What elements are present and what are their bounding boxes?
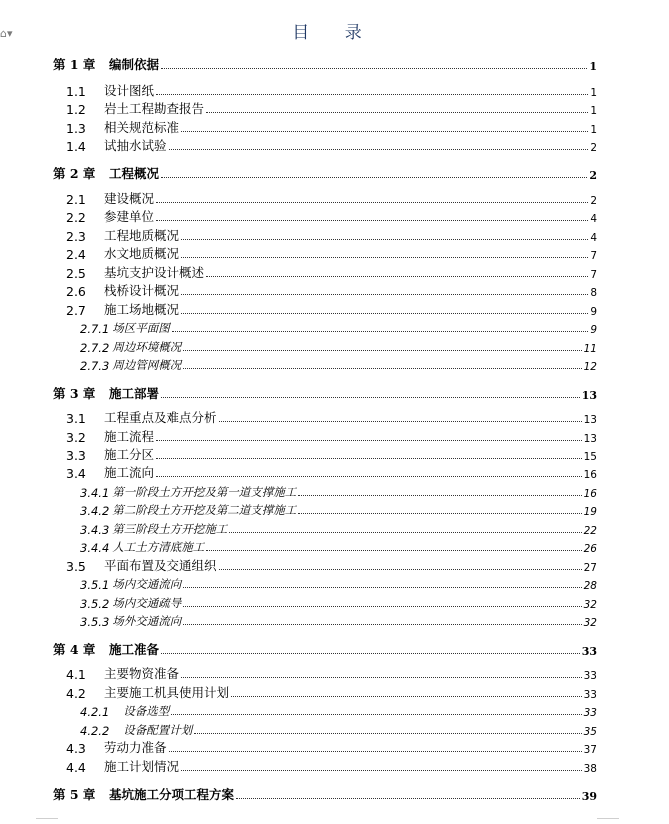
toc-entry-label [53, 189, 154, 207]
toc-entry-第5章[interactable] [53, 785, 597, 803]
toc-entry-title: 试抽水试验 [104, 138, 167, 153]
toc-entry-label [53, 357, 181, 373]
toc-entry-3-4-3[interactable] [53, 519, 597, 537]
toc-entry-page-number: 32 [583, 599, 597, 611]
toc-entry-page-number: 9 [590, 306, 597, 318]
toc-entry-number: 2.5 [66, 266, 86, 281]
toc-entry-label [53, 703, 169, 719]
dot-leader [172, 331, 589, 332]
dot-leader [161, 177, 587, 178]
toc-entry-2-2[interactable] [53, 207, 597, 225]
toc-entry-title: 设计图纸 [104, 83, 155, 98]
toc-entry-label [53, 445, 154, 463]
toc-entry-3-3[interactable] [53, 445, 597, 463]
toc-entry-3-4-4[interactable] [53, 537, 597, 555]
toc-entry-page-number: 27 [583, 562, 597, 574]
toc-entry-page-number: 13 [583, 414, 597, 426]
dot-leader [156, 458, 582, 459]
toc-entry-page-number: 32 [583, 617, 597, 629]
toc-entry-label [53, 785, 234, 803]
toc-entry-title: 劳动力准备 [104, 740, 167, 755]
toc-entry-3-4[interactable] [53, 463, 597, 481]
dot-leader [181, 770, 582, 771]
toc-entry-page-number: 7 [590, 250, 597, 262]
toc-entry-label [53, 427, 154, 445]
dot-leader [156, 94, 588, 95]
toc-entry-label [53, 556, 217, 574]
toc-entry-label [53, 226, 179, 244]
dot-leader [236, 798, 580, 799]
toc-entry-4-2[interactable] [53, 683, 597, 701]
toc-entry-label [53, 664, 179, 682]
dot-leader [156, 440, 582, 441]
toc-entry-label [53, 384, 159, 402]
toc-entry-label [53, 722, 192, 738]
toc-entry-number: 第 5 章 [53, 787, 96, 802]
dot-leader [206, 112, 588, 113]
toc-entry-label [53, 320, 170, 336]
toc-entry-page-number: 11 [583, 343, 597, 355]
toc-entry-title: 施工流程 [104, 429, 155, 444]
toc-entry-label [53, 613, 181, 629]
toc-entry-title: 周边环境概况 [112, 340, 182, 354]
toc-entry-3-4-2[interactable] [53, 500, 597, 518]
toc-entry-number: 4.1 [66, 667, 86, 682]
toc-entry-label [53, 408, 217, 426]
page-margin-mark [597, 818, 619, 819]
toc-entry-number: 2.3 [66, 229, 86, 244]
dot-leader [206, 550, 581, 551]
toc-entry-2-7-3[interactable] [53, 355, 597, 373]
dot-leader [161, 397, 580, 398]
dot-leader [156, 476, 582, 477]
toc-entry-2-7-1[interactable] [53, 318, 597, 336]
toc-entry-第3章[interactable] [53, 384, 597, 402]
toc-entry-number: 3.5.1 [80, 578, 110, 592]
toc-entry-title: 水文地质概况 [104, 246, 180, 261]
dot-leader [298, 495, 581, 496]
toc-entry-label [53, 263, 204, 281]
toc-entry-label [53, 576, 181, 592]
toc-entry-title: 工程概况 [109, 166, 160, 181]
toc-entry-4-2-1[interactable] [53, 701, 597, 719]
toc-entry-number: 4.3 [66, 741, 86, 756]
toc-entry-label [53, 136, 167, 154]
toc-entry-1-1[interactable] [53, 81, 597, 99]
dot-leader [219, 421, 582, 422]
toc-entry-3-5-1[interactable] [53, 574, 597, 592]
toc-entry-page-number: 1 [590, 87, 597, 99]
toc-entry-2-4[interactable] [53, 244, 597, 262]
dot-leader [183, 350, 581, 351]
toc-entry-第2章[interactable] [53, 164, 597, 182]
toc-entry-3-5[interactable] [53, 556, 597, 574]
dot-leader [181, 239, 588, 240]
toc-entry-title: 建设概况 [104, 191, 155, 206]
toc-entry-number: 3.5.3 [80, 615, 110, 629]
toc-entry-title: 施工分区 [104, 447, 155, 462]
toc-entry-label [53, 281, 179, 299]
toc-entry-number: 3.1 [66, 411, 86, 426]
toc-entry-title: 场外交通流向 [112, 614, 182, 628]
toc-entry-number: 4.4 [66, 760, 86, 775]
toc-entry-page-number: 1 [590, 124, 597, 136]
toc-entry-title: 设备配置计划 [123, 723, 193, 737]
toc-entry-page-number: 2 [589, 169, 597, 182]
dot-leader [169, 751, 582, 752]
toc-entry-title: 工程重点及难点分析 [104, 410, 217, 425]
dot-leader [181, 313, 588, 314]
toc-entry-number: 4.2.2 [80, 724, 110, 738]
toc-entry-3-5-3[interactable] [53, 611, 597, 629]
toc-entry-3-1[interactable] [53, 408, 597, 426]
toc-entry-3-4-1[interactable] [53, 482, 597, 500]
toc-entry-title: 主要施工机具使用计划 [104, 685, 230, 700]
toc-entry-title: 平面布置及交通组织 [104, 558, 217, 573]
toc-entry-title: 场区平面图 [112, 321, 170, 335]
dot-leader [298, 513, 581, 514]
toc-entry-page-number: 35 [583, 726, 597, 738]
toc-entry-label [53, 99, 204, 117]
toc-entry-label [53, 595, 181, 611]
toc-entry-1-3[interactable] [53, 118, 597, 136]
toc-entry-label [53, 300, 179, 318]
toc-entry-title: 施工计划情况 [104, 759, 180, 774]
toc-entry-page-number: 15 [583, 451, 597, 463]
toc-entry-page-number: 19 [583, 506, 597, 518]
toc-entry-title: 第一阶段土方开挖及第一道支撑施工 [112, 485, 297, 499]
toc-entry-number: 第 1 章 [53, 57, 96, 72]
toc-entry-page-number: 13 [583, 433, 597, 445]
toc-entry-label [53, 164, 159, 182]
dot-leader [181, 677, 582, 678]
toc-entry-number: 2.4 [66, 247, 86, 262]
toc-entry-2-7-2[interactable] [53, 337, 597, 355]
toc-entry-label [53, 640, 159, 658]
dot-leader [156, 202, 588, 203]
toc-entry-page-number: 12 [583, 361, 597, 373]
toc-entry-label [53, 463, 154, 481]
toc-entry-1-2[interactable] [53, 99, 597, 117]
toc-entry-title: 工程地质概况 [104, 228, 180, 243]
toc-entry-3-5-2[interactable] [53, 593, 597, 611]
toc-entry-number: 1.4 [66, 139, 86, 154]
toc-entry-title: 设备选型 [123, 704, 170, 718]
toc-entry-label [53, 207, 154, 225]
toc-entry-label [53, 339, 181, 355]
dot-leader [183, 587, 581, 588]
page-margin-mark [36, 818, 58, 819]
toc-entry-title: 场内交通流向 [112, 577, 182, 591]
toc-entry-page-number: 38 [583, 763, 597, 775]
toc-entry-page-number: 33 [581, 645, 597, 658]
toc-entry-number: 2.7.3 [80, 359, 110, 373]
toc-entry-title: 施工流向 [104, 465, 155, 480]
toc-entry-number: 3.5 [66, 559, 86, 574]
toc-entry-page-number: 26 [583, 543, 597, 555]
toc-entry-title: 编制依据 [109, 57, 160, 72]
toc-entry-title: 施工准备 [109, 642, 160, 657]
dot-leader [181, 257, 588, 258]
toc-entry-1-4[interactable] [53, 136, 597, 154]
toc-entry-number: 3.4 [66, 466, 86, 481]
toc-entry-number: 3.4.3 [80, 523, 110, 537]
toc-entry-number: 4.2.1 [80, 705, 110, 719]
page-title: 目 录 [292, 23, 377, 43]
dot-leader [171, 714, 581, 715]
toc-entry-number: 3.5.2 [80, 597, 110, 611]
toc-entry-4-2-2[interactable] [53, 720, 597, 738]
toc-entry-page-number: 28 [583, 580, 597, 592]
toc-entry-label [53, 484, 296, 500]
toc-entry-2-1[interactable] [53, 189, 597, 207]
toc-entry-page-number: 22 [583, 525, 597, 537]
toc-entry-title: 周边管网概况 [112, 358, 182, 372]
dot-leader [156, 220, 588, 221]
toc-entry-page-number: 16 [583, 469, 597, 481]
toc-entry-title: 人工土方清底施工 [112, 540, 205, 554]
dot-leader [183, 624, 581, 625]
dot-leader [183, 606, 581, 607]
toc-entry-2-5[interactable] [53, 263, 597, 281]
toc-entry-第1章[interactable] [53, 55, 597, 73]
toc-entry-number: 1.1 [66, 84, 86, 99]
toc-entry-label [53, 55, 159, 73]
toc-entry-2-3[interactable] [53, 226, 597, 244]
toc-entry-label [53, 738, 167, 756]
toc-entry-page-number: 16 [583, 488, 597, 500]
toc-entry-page-number: 2 [590, 195, 597, 207]
toc-entry-number: 3.4.1 [80, 486, 110, 500]
toc-entry-title: 场内交通疏导 [112, 596, 182, 610]
toc-entry-label [53, 244, 179, 262]
toc-entry-page-number: 1 [590, 105, 597, 117]
toc-entry-number: 2.2 [66, 210, 86, 225]
dot-leader [181, 131, 588, 132]
toc-entry-number: 第 2 章 [53, 166, 96, 181]
toc-entry-page-number: 7 [590, 269, 597, 281]
toc-entry-title: 第三阶段土方开挖施工 [112, 522, 228, 536]
toc-entry-title: 栈桥设计概况 [104, 283, 180, 298]
toc-entry-4-3[interactable] [53, 738, 597, 756]
toc-entry-label [53, 683, 229, 701]
toc-entry-title: 岩土工程勘查报告 [104, 101, 205, 116]
toc-entry-label [53, 81, 154, 99]
toc-entry-3-2[interactable] [53, 427, 597, 445]
toc-entry-number: 2.7.1 [80, 322, 110, 336]
dot-leader [161, 68, 587, 69]
toc-entry-2-6[interactable] [53, 281, 597, 299]
toc-entry-label [53, 118, 179, 136]
toc-entry-number: 1.3 [66, 121, 86, 136]
dot-leader [169, 149, 589, 150]
toc-entry-number: 第 3 章 [53, 386, 96, 401]
dot-leader [229, 532, 581, 533]
dot-leader [161, 653, 580, 654]
toc-entry-number: 3.3 [66, 448, 86, 463]
toc-entry-title: 第二阶段土方开挖及第二道支撑施工 [112, 503, 297, 517]
toc-entry-number: 第 4 章 [53, 642, 96, 657]
toc-entry-title: 施工场地概况 [104, 302, 180, 317]
dot-leader [183, 368, 581, 369]
toc-entry-page-number: 2 [590, 142, 597, 154]
toc-entry-number: 2.7 [66, 303, 86, 318]
toc-entry-number: 2.1 [66, 192, 86, 207]
toc-entry-label [53, 521, 227, 537]
toc-entry-page-number: 8 [590, 287, 597, 299]
toc-entry-title: 施工部署 [109, 386, 160, 401]
toc-entry-number: 4.2 [66, 686, 86, 701]
toc-entry-page-number: 33 [583, 689, 597, 701]
toc-entry-title: 基坑支护设计概述 [104, 265, 205, 280]
toc-entry-number: 2.6 [66, 284, 86, 299]
toc-entry-page-number: 13 [581, 389, 597, 402]
toc-entry-title: 参建单位 [104, 209, 155, 224]
dot-leader [206, 276, 588, 277]
toc-entry-第4章[interactable] [53, 640, 597, 658]
dot-leader [181, 294, 588, 295]
toc-entry-label [53, 757, 179, 775]
toc-entry-title: 主要物资准备 [104, 666, 180, 681]
toc-entry-4-1[interactable] [53, 664, 597, 682]
dot-leader [219, 569, 582, 570]
toc-entry-page-number: 33 [583, 707, 597, 719]
toc-entry-title: 相关规范标准 [104, 120, 180, 135]
toc-entry-number: 2.7.2 [80, 341, 110, 355]
toc-entry-number: 3.4.4 [80, 541, 110, 555]
toc-entry-number: 3.2 [66, 430, 86, 445]
toc-entry-number: 1.2 [66, 102, 86, 117]
dot-leader [231, 696, 582, 697]
toc-entry-title: 基坑施工分项工程方案 [109, 787, 235, 802]
toc-entry-page-number: 4 [590, 213, 597, 225]
ruler-tab-marker-icon: ⌂▾ [0, 27, 13, 40]
toc-entry-2-7[interactable] [53, 300, 597, 318]
dot-leader [194, 733, 581, 734]
toc-entry-page-number: 37 [583, 744, 597, 756]
toc-entry-page-number: 9 [590, 324, 597, 336]
toc-entry-label [53, 502, 296, 518]
toc-entry-page-number: 33 [583, 670, 597, 682]
toc-entry-number: 3.4.2 [80, 504, 110, 518]
toc-entry-page-number: 4 [590, 232, 597, 244]
toc-entry-page-number: 1 [589, 60, 597, 73]
toc-entry-label [53, 539, 204, 555]
toc-entry-page-number: 39 [581, 790, 597, 803]
toc-entry-4-4[interactable] [53, 757, 597, 775]
